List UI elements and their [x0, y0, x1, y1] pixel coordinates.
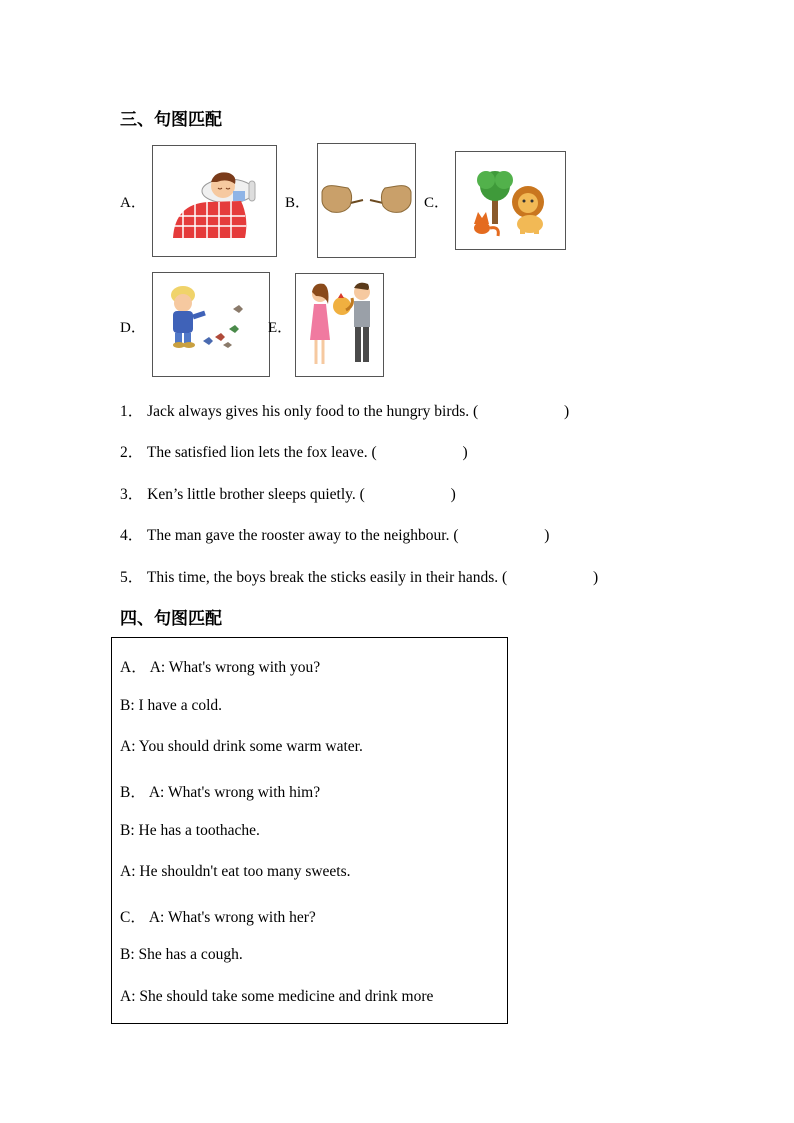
- section3-heading: 三、句图匹配: [120, 110, 222, 130]
- question-number: 1．: [120, 403, 144, 420]
- close-paren: ): [450, 486, 456, 503]
- dialog-line: A: He shouldn't eat too many sweets.: [120, 863, 351, 880]
- close-paren: ): [592, 569, 599, 586]
- picture-d-frame: [152, 272, 270, 377]
- picture-e-label: E．: [268, 320, 293, 336]
- picture-c-frame: [455, 151, 566, 250]
- dialog-line: B: She has a cough.: [120, 946, 243, 963]
- dialog-line: A: She should take some medicine and drink more: [120, 988, 434, 1005]
- dialog-line: A: You should drink some warm water.: [120, 738, 363, 755]
- picture-c-label: C．: [424, 195, 450, 211]
- boy-feeding-birds-icon: [153, 273, 269, 376]
- question-text: Jack always gives his only food to the hungry birds. (: [147, 403, 479, 420]
- fox-tree-and-lion-icon: [456, 152, 565, 249]
- question-text: The satisfied lion lets the fox leave. (: [146, 444, 377, 461]
- dialog-line: B: He has a toothache.: [120, 822, 260, 839]
- dialog-line: C． A: What's wrong with her?: [120, 909, 316, 926]
- question-2: [120, 440, 468, 462]
- question-3: [120, 482, 456, 504]
- boy-sleeping-in-bed-icon: [153, 146, 276, 256]
- question-4: [120, 523, 549, 545]
- close-paren: ): [462, 444, 468, 461]
- picture-b-frame: [317, 143, 416, 258]
- question-number: 4．: [120, 527, 144, 544]
- question-text: This time, the boys break the sticks easily in their hands. (: [146, 569, 508, 586]
- picture-b-label: B．: [285, 195, 311, 211]
- question-text: The man gave the rooster away to the neighbour. (: [146, 527, 459, 544]
- picture-d-label: D．: [120, 320, 146, 336]
- question-1: [120, 399, 569, 421]
- question-number: 3．: [120, 486, 144, 503]
- dialog-line: B: I have a cold.: [120, 697, 223, 714]
- question-number: 2．: [120, 444, 144, 461]
- hands-breaking-sticks-icon: [318, 144, 415, 257]
- dialog-line: B． A: What's wrong with him?: [120, 784, 321, 801]
- section4-heading: 四、句图匹配: [120, 609, 222, 629]
- close-paren: ): [544, 527, 550, 544]
- dialog-box: [111, 637, 508, 1024]
- close-paren: ): [563, 403, 570, 420]
- question-text: Ken’s little brother sleeps quietly. (: [147, 486, 365, 503]
- question-5: [120, 565, 598, 587]
- picture-a-label: A．: [120, 195, 146, 211]
- picture-a-frame: [152, 145, 277, 257]
- question-number: 5．: [120, 569, 144, 586]
- man-giving-rooster-to-woman-icon: [296, 274, 383, 376]
- picture-e-frame: [295, 273, 384, 377]
- dialog-line: A． A: What's wrong with you?: [120, 659, 321, 676]
